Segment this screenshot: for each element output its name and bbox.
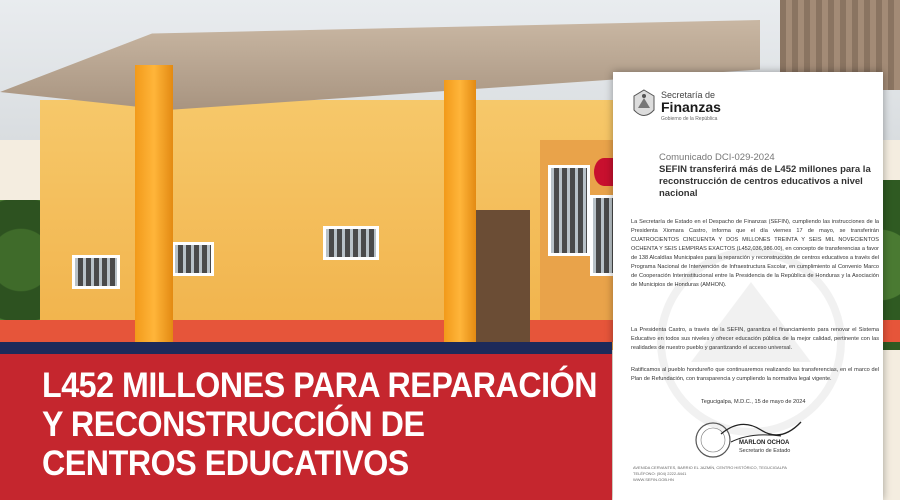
press-release-document [613,72,883,500]
banner-accent-bar [0,342,612,354]
communique-code: Comunicado DCI-029-2024 [659,152,775,163]
window [323,226,379,260]
doorway [475,210,530,342]
footer-phone: TELÉFONO: (504) 2222-8441 [633,471,687,476]
document-title: SEFIN transferirá más de L452 millones para la reconstrucción de centros educativos a nivel nacional [659,164,871,199]
signer-role: Secretario de Estado [739,448,791,454]
org-subtitle: Gobierno de la República [661,116,718,122]
headline-line-2: Y RECONSTRUCCIÓN DE [42,405,425,444]
footer-address: AVENIDA CERVANTES, BARRIO EL JAZMÍN, CENTRO HISTÓRICO, TEGUCIGALPA [633,465,787,470]
window [72,255,120,289]
paragraph-2: La Presidenta Castro, a través de la SEFIN, garantiza el financiamiento para renovar el Sistema Educativo en todos sus niveles y ofrecer educación pública de la mejor calidad, pertinente con las realidades de nuestro pueblo y garantizando el acceso universal. [631,327,879,351]
footer-website: WWW.SEFIN.GOB.HN [633,477,674,482]
headline-line-1: L452 MILLONES PARA REPARACIÓN [42,366,597,405]
paragraph-1: La Secretaría de Estado en el Despacho de Finanzas (SEFIN), cumpliendo las instrucciones de la Presidenta Xiomara Castro, informa que el día viernes 17 de mayo, se transferirán CUATROCIENTOS CINCUENTA Y DOS MILLONES TREINTA Y SEIS MIL NOVECIENTOS OCHENTA Y SEIS LEMPIRAS EXACTOS (L452,036,986.00), en concepto de transferencias a favor de 138 Alcaldías Municipales para la reparación y reconstrucción de centros educativos a través del Programa Nacional de Intervención de Infraestructura Escolar, en cumplimiento al Convenio Marco de Cooperación Interinstitucional entre la Presidencia de la República de Honduras y la Asociación de Municipios de Honduras (AMHON). [631,219,880,288]
date-line: Tegucigalpa, M.D.C., 15 de mayo de 2024 [701,399,806,405]
headline [42,366,597,483]
document-footer [633,465,787,483]
red-emblem [594,158,614,186]
window [548,165,590,256]
coat-of-arms-icon [631,88,657,122]
window [172,242,214,276]
column [135,65,173,345]
org-name: Finanzas [661,99,721,115]
headline-line-3: CENTROS EDUCATIVOS [42,444,409,483]
signer-name: MARLON OCHOA [739,440,790,446]
signature-stamp [691,412,811,462]
org-line-1: Secretaría de [661,90,716,100]
paragraph-3: Ratificamos al pueblo hondureño que continuaremos realizando las transferencias, en el marco del Plan de Refundación, con transparencia y cumpliendo la normativa legal vigente. [631,367,879,382]
column [444,80,476,345]
